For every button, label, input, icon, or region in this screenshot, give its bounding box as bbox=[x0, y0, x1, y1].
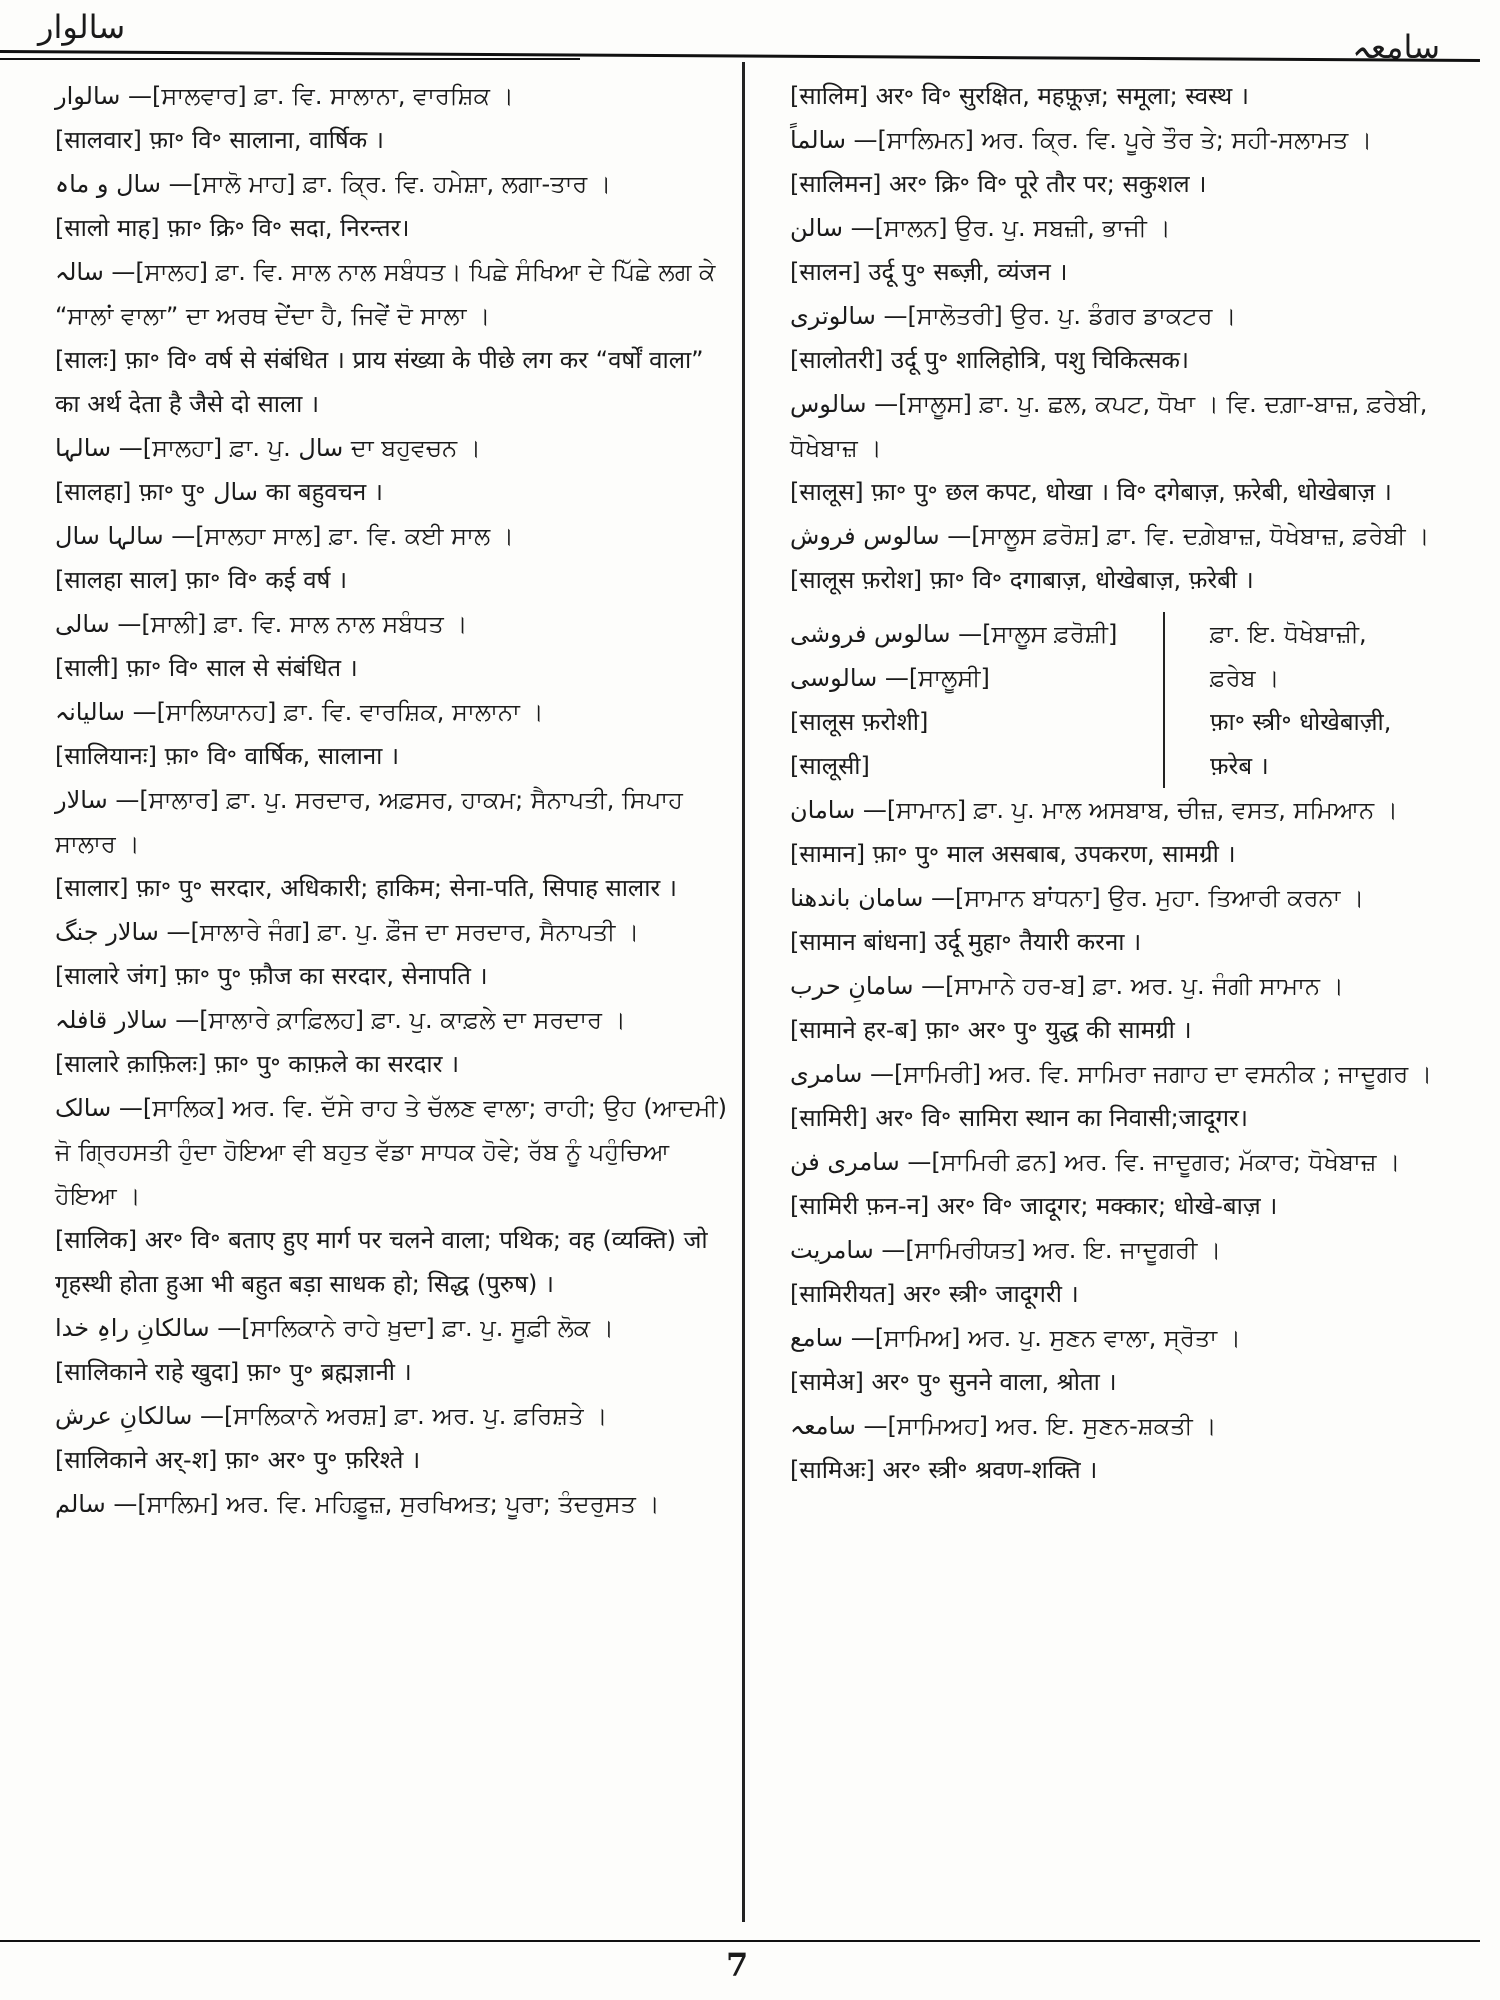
right-column bbox=[790, 74, 1470, 1492]
dictionary-entry: سالی —[ਸਾਲੀ] ਫ਼ਾ. ਵਿ. ਸਾਲ ਨਾਲ ਸਬੰਧਤ । bbox=[55, 610, 468, 638]
dictionary-entry: سال و ماہ —[ਸਾਲੋ ਮਾਹ] ਫ਼ਾ. ਕ੍ਰਿ. ਵਿ. ਹਮੇਸ਼ਾ, ਲਗਾ-ਤਾਰ । bbox=[55, 170, 612, 198]
dictionary-entry: [सालिकाने राहे खुदा] फ़ा॰ पु॰ ब्रह्मज्ञानी । bbox=[55, 1358, 412, 1386]
dictionary-entry: سالوتری —[ਸਾਲੋਤਰੀ] ਉਰ. ਪੁ. ਡੰਗਰ ਡਾਕਟਰ । bbox=[790, 302, 1237, 330]
group-headword: [सालूसी] bbox=[790, 752, 870, 780]
dictionary-entry: سالن —[ਸਾਲਨ] ਉਰ. ਪੁ. ਸਬਜ਼ੀ, ਭਾਜੀ । bbox=[790, 214, 1171, 242]
header-guide-word-left: سالوار bbox=[38, 8, 126, 46]
dictionary-entry: سالیانہ —[ਸਾਲਿਯਾਨਹ] ਫ਼ਾ. ਵਿ. ਵਾਰਸ਼ਿਕ, ਸਾਲਾਨਾ । bbox=[55, 698, 544, 726]
column-divider bbox=[742, 62, 745, 1922]
dictionary-entry: [सालूस फ़रोश] फ़ा॰ वि॰ दगाबाज़, धोखेबाज़, फ़रेबी । bbox=[790, 566, 1254, 594]
footer-rule bbox=[0, 1940, 1480, 1942]
dictionary-entry: [सालिक] अर॰ वि॰ बताए हुए मार्ग पर चलने वाला; पथिक; वह (व्यक्ति) जो गृहस्थी होता हुआ भी बहुत बड़ा साधक हो; सिद्ध (पुरुष) । bbox=[55, 1226, 708, 1298]
grouped-gloss bbox=[1210, 612, 1470, 788]
dictionary-entry: سامعہ —[ਸਾਮਿਅਹ] ਅਰ. ਇ. ਸੁਣਨ-ਸ਼ਕਤੀ । bbox=[790, 1412, 1217, 1440]
group-gloss-line: ਫ਼ਰੇਬ । bbox=[1210, 664, 1280, 692]
dictionary-entry: [सामान] फ़ा॰ पु॰ माल असबाब, उपकरण, सामग्री । bbox=[790, 840, 1236, 868]
dictionary-entry: سامان باندھنا —[ਸਾਮਾਨ ਬਾਂਧਨਾ] ਉਰ. ਮੁਹਾ. ਤਿਆਰੀ ਕਰਨਾ । bbox=[790, 884, 1365, 912]
dictionary-entry: سامری —[ਸਾਮਿਰੀ] ਅਰ. ਵਿ. ਸਾਮਿਰਾ ਜਗਾਹ ਦਾ ਵਸਨੀਕ ; ਜਾਦੂਗਰ । bbox=[790, 1060, 1433, 1088]
dictionary-entry: سالکانِ راہِ خدا —[ਸਾਲਿਕਾਨੇ ਰਾਹੇ ਖ਼ੁਦਾ] ਫ਼ਾ. ਪੁ. ਸੂਫ਼ੀ ਲੋਕ । bbox=[55, 1314, 614, 1342]
dictionary-entry: سالوس فروش —[ਸਾਲੂਸ ਫ਼ਰੋਸ਼] ਫ਼ਾ. ਵਿ. ਦਗ਼ੇਬਾਜ਼, ਧੋਖੇਬਾਜ਼, ਫ਼ਰੇਬੀ । bbox=[790, 522, 1430, 550]
dictionary-entry: [सामाने हर-ब] फ़ा॰ अर॰ पु॰ युद्ध की सामग्री । bbox=[790, 1016, 1192, 1044]
left-column bbox=[55, 74, 735, 1526]
dictionary-entry: [सालारे जंग] फ़ा॰ पु॰ फ़ौज का सरदार, सेनापति । bbox=[55, 962, 488, 990]
dictionary-entry: سالک —[ਸਾਲਿਕ] ਅਰ. ਵਿ. ਦੱਸੇ ਰਾਹ ਤੇ ਚੱਲਣ ਵਾਲਾ; ਰਾਹੀ; ਉਹ (ਆਦਮੀ) ਜੋ ਗ੍ਰਿਹਸਤੀ ਹੁੰਦਾ ਹੋਇਆ ਵੀ ਬਹੁਤ ਵੱਡਾ ਸਾਧਕ ਹੋਵੇ; ਰੱਬ ਨੂੰ ਪਹੁੰਚਿਆ ਹੋਇਆ । bbox=[55, 1094, 727, 1210]
dictionary-entry: سامانِ حرب —[ਸਾਮਾਨੇ ਹਰ-ਬ] ਫ਼ਾ. ਅਰ. ਪੁ. ਜੰਗੀ ਸਾਮਾਨ । bbox=[790, 972, 1344, 1000]
dictionary-entry: [सामेअ] अर॰ पु॰ सुनने वाला, श्रोता । bbox=[790, 1368, 1117, 1396]
dictionary-entry: سالار قافلہ —[ਸਾਲਾਰੇ ਕ਼ਾਫ਼ਿਲਹ] ਫ਼ਾ. ਪੁ. ਕਾਫ਼ਲੇ ਦਾ ਸਰਦਾਰ । bbox=[55, 1006, 626, 1034]
dictionary-entry: [सालूस] फ़ा॰ पु॰ छल कपट, धोखा । वि॰ दगेबाज़, फ़रेबी, धोखेबाज़ । bbox=[790, 478, 1392, 506]
group-gloss-line: ਫ਼ਾ. ਇ. ਧੋਖੇਬਾਜ਼ੀ, bbox=[1210, 620, 1367, 648]
grouped-entries bbox=[790, 612, 1470, 788]
header-guide-word-right: سامعہ bbox=[1352, 28, 1440, 66]
dictionary-entry: سامع —[ਸਾਮਿਅ] ਅਰ. ਪੁ. ਸੁਣਨ ਵਾਲਾ, ਸ੍ਰੋਤਾ । bbox=[790, 1324, 1241, 1352]
dictionary-entry: [सालिमन] अर॰ क्रि॰ वि॰ पूरे तौर पर; सकुशल । bbox=[790, 170, 1207, 198]
group-gloss-line: फ़रेब । bbox=[1210, 752, 1269, 780]
dictionary-entry: [सामान बांधना] उर्दू मुहा॰ तैयारी करना । bbox=[790, 928, 1142, 956]
dictionary-entry: [सामिरी फ़न-न] अर॰ वि॰ जादूगर; मक्कार; धोखे-बाज़ । bbox=[790, 1192, 1278, 1220]
group-headword: [सालूस फ़रोशी] bbox=[790, 708, 929, 736]
dictionary-entry: [सालिम] अर॰ वि॰ सुरक्षित, महफ़ूज़; समूला; स्वस्थ । bbox=[790, 82, 1249, 110]
dictionary-entry: سالم —[ਸਾਲਿਮ] ਅਰ. ਵਿ. ਮਹਿਫ਼ੂਜ਼, ਸੁਰਖਿਅਤ; ਪੂਰਾ; ਤੰਦਰੁਸਤ । bbox=[55, 1490, 660, 1518]
dictionary-entry: سالہ —[ਸਾਲਹ] ਫ਼ਾ. ਵਿ. ਸਾਲ ਨਾਲ ਸਬੰਧਤ। ਪਿਛੇ ਸੰਖਿਆ ਦੇ ਪਿੱਛੇ ਲਗ ਕੇ “ਸਾਲਾਂ ਵਾਲਾ” ਦਾ ਅਰਥ ਦੇਂਦਾ ਹੈ, ਜਿਵੇਂ ਦੋ ਸਾਲਾ । bbox=[55, 258, 716, 330]
dictionary-entry: سالوار —[ਸਾਲਵਾਰ] ਫ਼ਾ. ਵਿ. ਸਾਲਾਨਾ, ਵਾਰਸ਼ਿਕ । bbox=[55, 82, 514, 110]
header-rule-secondary bbox=[0, 58, 580, 60]
dictionary-entry: [सालिकाने अर्-श] फ़ा॰ अर॰ पु॰ फ़रिश्ते । bbox=[55, 1446, 421, 1474]
dictionary-entry: سالوس —[ਸਾਲੂਸ] ਫ਼ਾ. ਪੁ. ਛਲ, ਕਪਟ, ਧੋਖਾ । ਵਿ. ਦਗ਼ਾ-ਬਾਜ਼, ਫ਼ਰੇਬੀ, ਧੋਖੇਬਾਜ਼ । bbox=[790, 390, 1428, 462]
dictionary-entry: [सालो माह] फ़ा॰ क्रि॰ वि॰ सदा, निरन्तर। bbox=[55, 214, 410, 242]
dictionary-entry: [सामिअः] अर॰ स्त्री॰ श्रवण-शक्ति । bbox=[790, 1456, 1098, 1484]
dictionary-entry: [सालहा] फ़ा॰ पु॰ سال का बहुवचन । bbox=[55, 478, 383, 506]
group-headword: سالوس فروشی —[ਸਾਲੂਸ ਫ਼ਰੋਸ਼ੀ] bbox=[790, 620, 1118, 648]
group-headword: سالوسی —[ਸਾਲੂਸੀ] bbox=[790, 664, 990, 692]
dictionary-entry: [सालः] फ़ा॰ वि॰ वर्ष से संबंधित । प्राय संख्या के पीछे लग कर “वर्षों वाला” का अर्थ देता है जैसे दो साला । bbox=[55, 346, 704, 418]
dictionary-entry: سامری فن —[ਸਾਮਿਰੀ ਫ਼ਨ] ਅਰ. ਵਿ. ਜਾਦੂਗਰ; ਮੱਕਾਰ; ਧੋਖੇਬਾਜ਼ । bbox=[790, 1148, 1401, 1176]
dictionary-entry: [सामिरी] अर॰ वि॰ सामिरा स्थान का निवासी;जादूगर। bbox=[790, 1104, 1248, 1132]
dictionary-entry: سامریت —[ਸਾਮਿਰੀਯਤ] ਅਰ. ਇ. ਜਾਦੂਗਰੀ । bbox=[790, 1236, 1222, 1264]
grouped-headwords bbox=[790, 612, 1165, 788]
dictionary-entry: [साली] फ़ा॰ वि॰ साल से संबंधित । bbox=[55, 654, 358, 682]
dictionary-entry: [सालहा साल] फ़ा॰ वि॰ कई वर्ष । bbox=[55, 566, 348, 594]
dictionary-entry: سالار جنگ —[ਸਾਲਾਰੇ ਜੰਗ] ਫ਼ਾ. ਪੁ. ਫ਼ੌਜ ਦਾ ਸਰਦਾਰ, ਸੈਨਾਪਤੀ । bbox=[55, 918, 640, 946]
dictionary-entry: [सालवार] फ़ा॰ वि॰ सालाना, वार्षिक । bbox=[55, 126, 384, 154]
group-gloss-line: फ़ा॰ स्त्री॰ धोखेबाज़ी, bbox=[1210, 708, 1392, 736]
dictionary-entry: سامان —[ਸਾਮਾਨ] ਫ਼ਾ. ਪੁ. ਮਾਲ ਅਸਬਾਬ, ਚੀਜ਼, ਵਸਤ, ਸਮਿਆਨ । bbox=[790, 796, 1398, 824]
dictionary-entry: [सालन] उर्दू पु॰ सब्ज़ी, व्यंजन । bbox=[790, 258, 1068, 286]
dictionary-entry: [सालारे क़ाफ़िलः] फ़ा॰ पु॰ काफ़ले का सरदार । bbox=[55, 1050, 460, 1078]
header-rule bbox=[0, 50, 1480, 62]
dictionary-entry: سالکانِ عرش —[ਸਾਲਿਕਾਨੇ ਅਰਸ਼] ਫ਼ਾ. ਅਰ. ਪੁ. ਫ਼ਰਿਸ਼ਤੇ । bbox=[55, 1402, 608, 1430]
dictionary-entry: [सालियानः] फ़ा॰ वि॰ वार्षिक, सालाना । bbox=[55, 742, 400, 770]
dictionary-entry: سالماً —[ਸਾਲਿਮਨ] ਅਰ. ਕ੍ਰਿ. ਵਿ. ਪੂਰੇ ਤੌਰ ਤੇ; ਸਹੀ-ਸਲਾਮਤ । bbox=[790, 126, 1373, 154]
dictionary-entry: [सालोतरी] उर्दू पु॰ शालिहोत्रि, पशु चिकित्सक। bbox=[790, 346, 1190, 374]
dictionary-entry: سالار —[ਸਾਲਾਰ] ਫ਼ਾ. ਪੁ. ਸਰਦਾਰ, ਅਫ਼ਸਰ, ਹਾਕਮ; ਸੈਨਾਪਤੀ, ਸਿਪਾਹ ਸਾਲਾਰ । bbox=[55, 786, 683, 858]
dictionary-entry: [सामिरीयत] अर॰ स्त्री॰ जादूगरी । bbox=[790, 1280, 1079, 1308]
dictionary-entry: سالہا سال —[ਸਾਲਹਾ ਸਾਲ] ਫ਼ਾ. ਵਿ. ਕਈ ਸਾਲ । bbox=[55, 522, 514, 550]
dictionary-entry: [सालार] फ़ा॰ पु॰ सरदार, अधिकारी; हाकिम; सेना-पति, सिपाह सालार । bbox=[55, 874, 677, 902]
dictionary-entry: سالہا —[ਸਾਲਹਾ] ਫ਼ਾ. ਪੁ. سال ਦਾ ਬਹੁਵਚਨ । bbox=[55, 434, 481, 462]
page-number: 7 bbox=[726, 1946, 749, 1984]
